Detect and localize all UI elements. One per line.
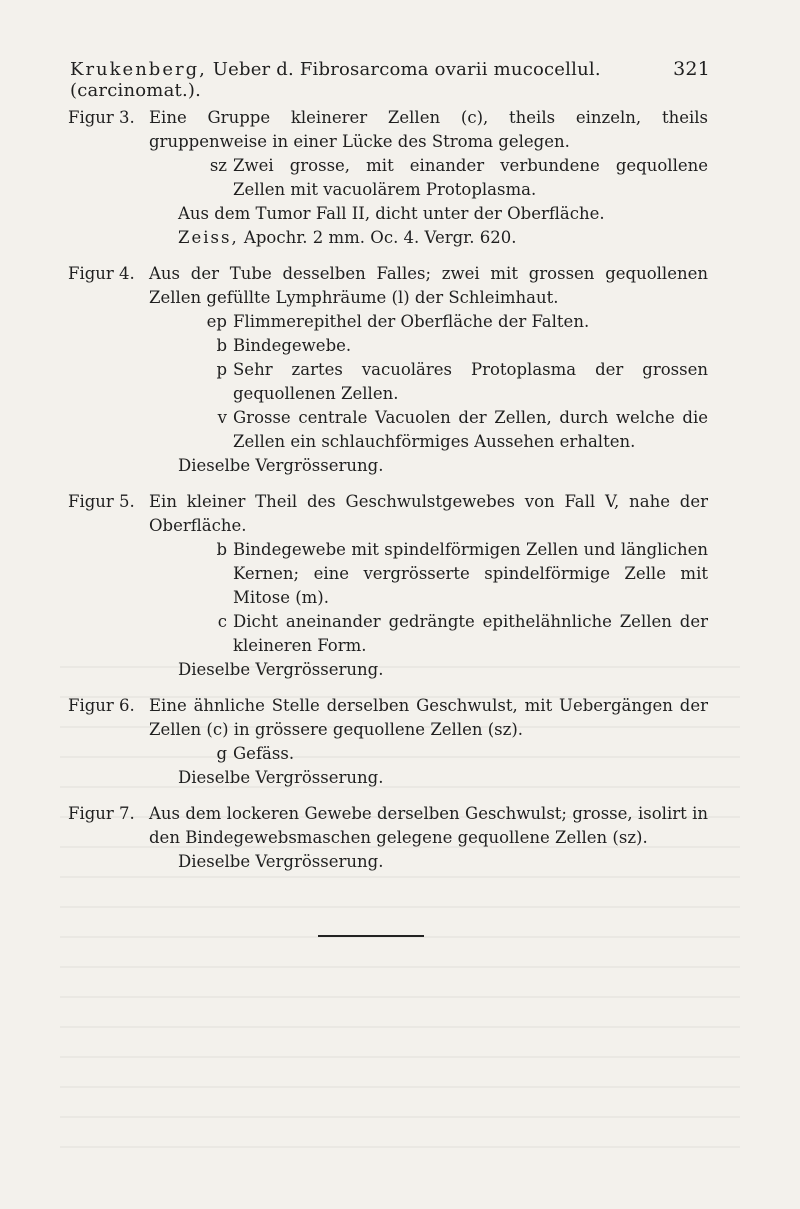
figure-detail — [205, 538, 708, 610]
detail-text: Sehr zartes vacuoläres Protoplasma der grossen gequollenen Zellen. — [233, 360, 708, 403]
figure-label: Figur 7. — [68, 804, 135, 823]
detail-text: Bindegewebe. — [233, 336, 352, 355]
page-number: 321 — [673, 58, 710, 80]
figure-label: Figur 5. — [68, 492, 135, 511]
figure-entry-3 — [68, 106, 708, 250]
detail-text: Grosse centrale Vacuolen der Zellen, durch welche die Zellen ein schlauchförmiges Aussehen erhalten. — [233, 408, 708, 451]
detail-symbol: sz — [209, 156, 227, 175]
detail-text: Flimmerepithel der Oberfläche der Falten. — [233, 312, 590, 331]
detail-text: Gefäss. — [233, 744, 295, 763]
figure-detail — [205, 310, 708, 334]
detail-symbol: b — [216, 540, 227, 559]
detail-symbol: p — [216, 360, 227, 379]
figure-magnification-note: Dieselbe Vergrösserung. — [178, 660, 384, 679]
figure-magnification-note: Dieselbe Vergrösserung. — [178, 456, 384, 475]
detail-symbol: b — [216, 336, 227, 355]
detail-text: Zwei grosse, mit einander verbundene gequollene Zellen mit vacuolärem Protoplasma. — [233, 156, 708, 199]
header-title: Krukenberg, Ueber d. Fibrosarcoma ovarii mucocellul. (carcinomat.). — [70, 59, 601, 101]
detail-text: Bindegewebe mit spindelförmigen Zellen und länglichen Kernen; eine vergrösserte spindelförmige Zelle mit Mitose (m). — [233, 540, 708, 607]
figure-magnification-note: Zeiss, Apochr. 2 mm. Oc. 4. Vergr. 620. — [178, 228, 517, 247]
figure-source-note: Aus dem Tumor Fall II, dicht unter der Oberfläche. — [178, 204, 605, 223]
figure-detail — [205, 154, 708, 202]
figure-detail — [205, 358, 708, 406]
figure-detail — [205, 742, 708, 766]
figure-entry-6 — [68, 694, 708, 790]
figure-legend-list — [68, 106, 708, 886]
figure-detail — [205, 610, 708, 658]
running-header — [70, 58, 710, 101]
detail-symbol: v — [217, 408, 227, 427]
figure-caption: Eine Gruppe kleinerer Zellen (c), theils einzeln, theils gruppenweise in einer Lücke des Stroma gelegen. — [149, 108, 708, 151]
figure-magnification-note: Dieselbe Vergrösserung. — [178, 768, 384, 787]
detail-text: Dicht aneinander gedrängte epithelähnliche Zellen der kleineren Form. — [233, 612, 708, 655]
figure-entry-4 — [68, 262, 708, 478]
figure-label: Figur 4. — [68, 264, 135, 283]
figure-detail — [205, 406, 708, 454]
detail-symbol: ep — [206, 312, 227, 331]
detail-symbol: c — [217, 612, 227, 631]
detail-symbol: g — [216, 744, 227, 763]
figure-label: Figur 6. — [68, 696, 135, 715]
figure-detail — [205, 334, 708, 358]
section-divider — [318, 935, 424, 937]
figure-caption: Aus dem lockeren Gewebe derselben Geschwulst; grosse, isolirt in den Bindegewebsmaschen gelegene gequollene Zellen (sz). — [149, 804, 708, 847]
figure-caption: Ein kleiner Theil des Geschwulstgewebes von Fall V, nahe der Oberfläche. — [149, 492, 708, 535]
figure-entry-5 — [68, 490, 708, 682]
figure-label: Figur 3. — [68, 108, 135, 127]
figure-entry-7 — [68, 802, 708, 874]
figure-magnification-note: Dieselbe Vergrösserung. — [178, 852, 384, 871]
figure-caption: Eine ähnliche Stelle derselben Geschwulst, mit Uebergängen der Zellen (c) in grössere gequollene Zellen (sz). — [149, 696, 708, 739]
figure-caption: Aus der Tube desselben Falles; zwei mit grossen gequollenen Zellen gefüllte Lymphräume (l) der Schleimhaut. — [149, 264, 708, 307]
